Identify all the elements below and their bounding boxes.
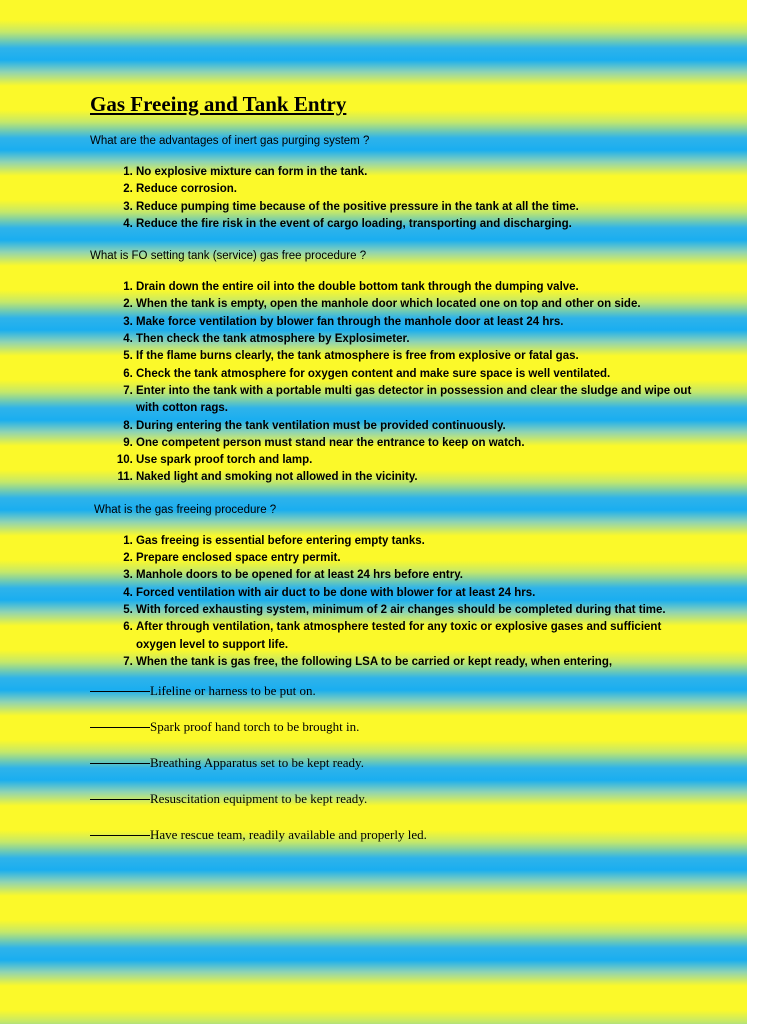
answer-list-2 <box>90 279 700 487</box>
list-item: 6. Check the tank atmosphere for oxygen content and make sure space is well ventilated. <box>136 366 700 383</box>
list-item: 2. When the tank is empty, open the manhole door which located one on top and other on side. <box>136 296 700 313</box>
list-item: 10. Use spark proof torch and lamp. <box>136 452 700 469</box>
list-item: 4. Forced ventilation with air duct to be done with blower for at least 24 hrs. <box>136 585 700 602</box>
lsa-item-text: Have rescue team, readily available and properly led. <box>150 827 427 843</box>
list-item: 11. Naked light and smoking not allowed in the vicinity. <box>136 469 700 486</box>
list-item: 1. Drain down the entire oil into the double bottom tank through the dumping valve. <box>136 279 700 296</box>
lsa-item-text: Resuscitation equipment to be kept ready. <box>150 791 368 807</box>
list-item: 1. No explosive mixture can form in the tank. <box>136 164 700 181</box>
list-item: 3. Make force ventilation by blower fan through the manhole door at least 24 hrs. <box>136 314 700 331</box>
lsa-item <box>90 683 700 719</box>
list-item: 1. Gas freeing is essential before entering empty tanks. <box>136 533 700 550</box>
list-item: 3. Manhole doors to be opened for at least 24 hrs before entry. <box>136 567 700 584</box>
list-item: 7. When the tank is gas free, the following LSA to be carried or kept ready, when entering, <box>136 654 700 671</box>
list-item: 4. Then check the tank atmosphere by Explosimeter. <box>136 331 700 348</box>
lsa-item-text: Breathing Apparatus set to be kept ready. <box>150 755 364 771</box>
question-2: What is FO setting tank (service) gas free procedure ? <box>90 250 367 263</box>
list-item: 5. If the flame burns clearly, the tank atmosphere is free from explosive or fatal gas. <box>136 348 700 365</box>
list-item: 5. With forced exhausting system, minimum of 2 air changes should be completed during that time. <box>136 602 700 619</box>
list-item: 2. Prepare enclosed space entry permit. <box>136 550 700 567</box>
document-content <box>90 92 700 863</box>
question-3: What is the gas freeing procedure ? <box>94 503 277 516</box>
lsa-item <box>90 719 700 755</box>
answer-list-1 <box>90 164 700 233</box>
dash-line <box>90 691 150 692</box>
dash-line <box>90 835 150 836</box>
list-item: 8. During entering the tank ventilation must be provided continuously. <box>136 418 700 435</box>
page-title: Gas Freeing and Tank Entry <box>90 92 347 116</box>
list-item: 9. One competent person must stand near the entrance to keep on watch. <box>136 435 700 452</box>
lsa-item <box>90 827 700 863</box>
lsa-item <box>90 791 700 827</box>
question-1: What are the advantages of inert gas purging system ? <box>90 135 370 147</box>
answer-list-3 <box>90 533 700 671</box>
list-item: 6. After through ventilation, tank atmosphere tested for any toxic or explosive gases and sufficient oxygen level to support life. <box>136 619 700 654</box>
list-item: 3. Reduce pumping time because of the positive pressure in the tank at all the time. <box>136 199 700 216</box>
lsa-item-text: Spark proof hand torch to be brought in. <box>150 719 360 735</box>
list-item: 4. Reduce the fire risk in the event of cargo loading, transporting and discharging. <box>136 216 700 233</box>
list-item: 2. Reduce corrosion. <box>136 181 700 198</box>
dash-line <box>90 763 150 764</box>
lsa-item <box>90 755 700 791</box>
dash-line <box>90 799 150 800</box>
dash-line <box>90 727 150 728</box>
lsa-list <box>90 683 700 863</box>
lsa-item-text: Lifeline or harness to be put on. <box>150 683 316 699</box>
list-item: 7. Enter into the tank with a portable multi gas detector in possession and clear the sludge and wipe out with cotton rags. <box>136 383 700 418</box>
